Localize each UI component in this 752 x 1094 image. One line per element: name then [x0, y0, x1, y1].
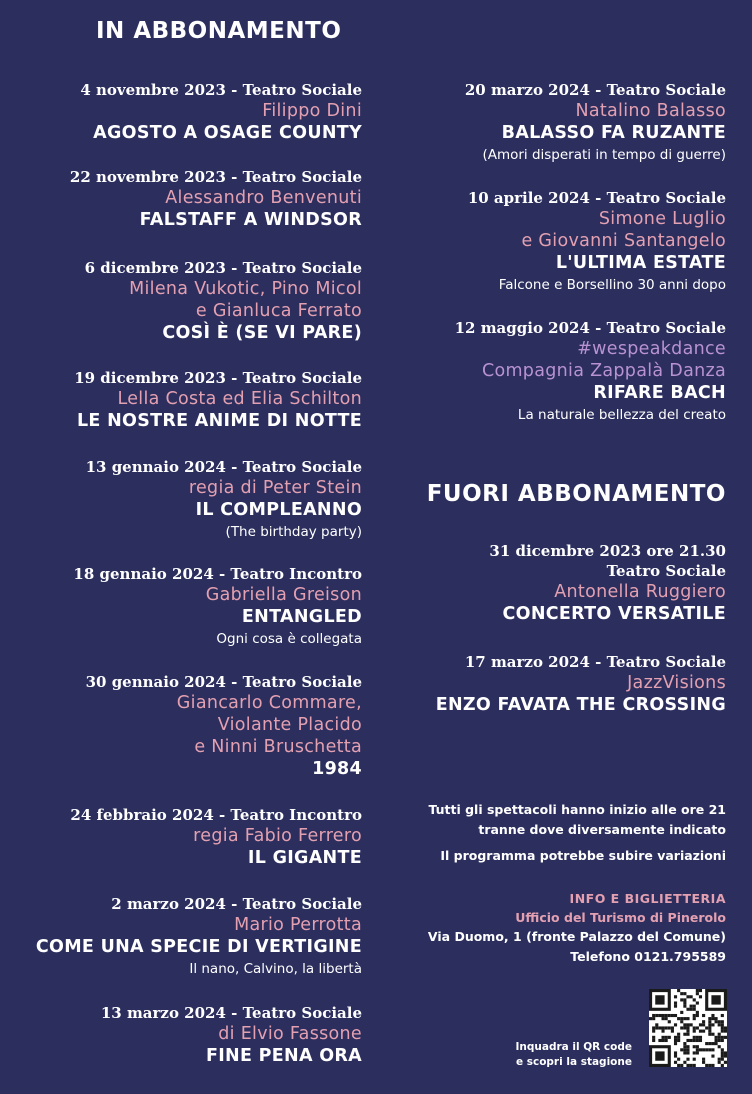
event-subtitle: La naturale bellezza del creato — [517, 407, 726, 423]
event-fuori-1 — [396, 652, 726, 717]
event-date: 2 marzo 2024 - Teatro Sociale — [111, 895, 362, 913]
event-2 — [10, 258, 362, 345]
event-date: 6 dicembre 2023 - Teatro Sociale — [84, 259, 362, 277]
note-line: tranne dove diversamente indicato — [478, 822, 726, 837]
event-artist: Filippo Dini — [262, 101, 362, 121]
event-fuori-0 — [396, 541, 726, 626]
event-date: 13 gennaio 2024 - Teatro Sociale — [85, 458, 362, 476]
event-show-title: IL COMPLEANNO — [195, 500, 362, 520]
event-date: 30 gennaio 2024 - Teatro Sociale — [85, 673, 362, 691]
event-artist: JazzVisions — [627, 673, 726, 693]
event-show-title: 1984 — [312, 759, 362, 779]
event-12 — [396, 318, 726, 425]
event-subtitle: (Amori disperati in tempo di guerre) — [482, 147, 726, 163]
event-subtitle: Falcone e Borsellino 30 anni dopo — [498, 277, 726, 293]
event-artist: Antonella Ruggiero — [554, 582, 726, 602]
event-date: 10 aprile 2024 - Teatro Sociale — [467, 189, 726, 207]
event-artist: Giancarlo Commare, — [176, 693, 362, 713]
info-phone: Telefono 0121.795589 — [570, 949, 726, 964]
event-show-title: FALSTAFF A WINDSOR — [139, 210, 362, 230]
event-artist: Alessandro Benvenuti — [165, 188, 362, 208]
event-date: 31 dicembre 2023 ore 21.30 — [489, 542, 726, 560]
event-date: 20 marzo 2024 - Teatro Sociale — [464, 81, 726, 99]
qr-code-icon[interactable] — [649, 989, 727, 1067]
event-artist: e Gianluca Ferrato — [195, 301, 362, 321]
event-5 — [10, 564, 362, 649]
event-show-title: COSÌ È (SE VI PARE) — [162, 323, 362, 343]
event-7 — [10, 805, 362, 870]
info-office: Ufficio del Turismo di Pinerolo — [515, 910, 726, 925]
event-artist: #wespeakdance — [577, 339, 726, 359]
info-heading: INFO E BIGLIETTERIA — [569, 891, 726, 906]
event-1 — [10, 167, 362, 232]
event-artist: e Giovanni Santangelo — [521, 231, 726, 251]
qr-caption-line: Inquadra il QR code — [515, 1041, 632, 1053]
event-artist: Mario Perrotta — [234, 915, 362, 935]
event-artist: e Ninni Bruschetta — [194, 737, 362, 757]
event-show-title: L'ULTIMA ESTATE — [555, 253, 726, 273]
event-show-title: IL GIGANTE — [247, 848, 362, 868]
event-6 — [10, 672, 362, 781]
qr-caption-line: e scopri la stagione — [515, 1056, 632, 1068]
note-line: Tutti gli spettacoli hanno inizio alle ore 21 — [428, 802, 726, 817]
event-subtitle: (The birthday party) — [225, 524, 362, 540]
event-date: 13 marzo 2024 - Teatro Sociale — [100, 1004, 362, 1022]
event-subtitle: Ogni cosa è collegata — [216, 631, 362, 647]
event-artist: Simone Luglio — [598, 209, 726, 229]
event-date: 12 maggio 2024 - Teatro Sociale — [454, 319, 726, 337]
event-show-title: FINE PENA ORA — [205, 1046, 362, 1066]
event-show-title: AGOSTO A OSAGE COUNTY — [93, 123, 362, 143]
info-box — [366, 889, 726, 967]
event-11 — [396, 188, 726, 295]
event-artist: Milena Vukotic, Pino Micol — [129, 279, 362, 299]
qr-code-graphic — [649, 989, 727, 1067]
event-4 — [10, 457, 362, 542]
note-line: Il programma potrebbe subire variazioni — [440, 848, 726, 863]
event-artist: Lella Costa ed Elia Schilton — [117, 389, 362, 409]
event-artist: Natalino Balasso — [575, 101, 726, 121]
event-date: 19 dicembre 2023 - Teatro Sociale — [74, 369, 362, 387]
event-date: 4 novembre 2023 - Teatro Sociale — [80, 81, 362, 99]
event-show-title: COME UNA SPECIE DI VERTIGINE — [35, 937, 362, 957]
section-title-fuori: FUORI ABBONAMENTO — [426, 481, 726, 507]
event-date: 18 gennaio 2024 - Teatro Incontro — [73, 565, 362, 583]
event-show-title: BALASSO FA RUZANTE — [501, 123, 726, 143]
event-show-title: RIFARE BACH — [593, 383, 726, 403]
event-artist: Violante Placido — [217, 715, 362, 735]
event-show-title: LE NOSTRE ANIME DI NOTTE — [76, 411, 362, 431]
event-venue: Teatro Sociale — [606, 562, 726, 580]
event-10 — [396, 80, 726, 165]
event-9 — [10, 1003, 362, 1068]
event-artist: Compagnia Zappalà Danza — [481, 361, 726, 381]
event-subtitle: Il nano, Calvino, la libertà — [189, 961, 362, 977]
event-3 — [10, 368, 362, 433]
event-8 — [10, 894, 362, 979]
event-show-title: ENZO FAVATA THE CROSSING — [435, 695, 726, 715]
event-date: 22 novembre 2023 - Teatro Sociale — [69, 168, 362, 186]
info-address: Via Duomo, 1 (fronte Palazzo del Comune) — [427, 929, 726, 944]
event-date: 17 marzo 2024 - Teatro Sociale — [464, 653, 726, 671]
event-date: 24 febbraio 2024 - Teatro Incontro — [70, 806, 362, 824]
event-artist: regia Fabio Ferrero — [193, 826, 362, 846]
event-artist: regia di Peter Stein — [188, 478, 362, 498]
event-0 — [10, 80, 362, 145]
event-artist: Gabriella Greison — [205, 585, 362, 605]
section-title-abbonamento: IN ABBONAMENTO — [96, 18, 342, 44]
notes — [366, 800, 726, 866]
event-artist: di Elvio Fassone — [218, 1024, 362, 1044]
event-show-title: CONCERTO VERSATILE — [502, 604, 726, 624]
qr-caption — [480, 1040, 632, 1070]
event-show-title: ENTANGLED — [241, 607, 362, 627]
